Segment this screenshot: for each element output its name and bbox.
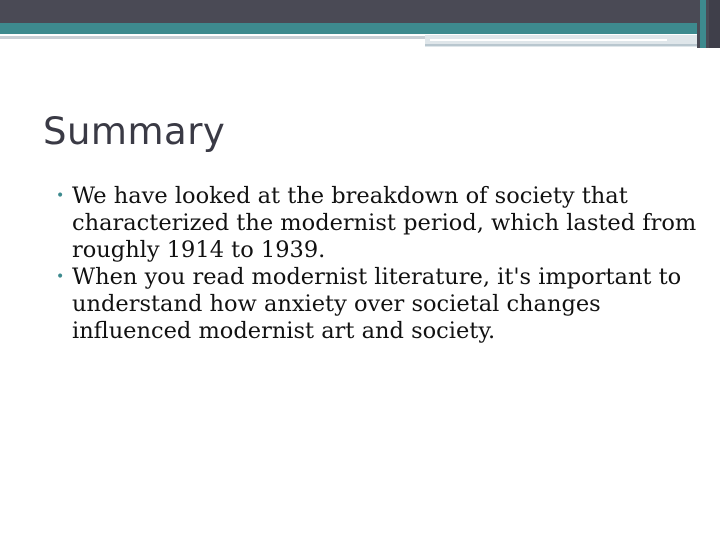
bullet-item <box>56 183 706 264</box>
slide-title: Summary <box>43 110 226 153</box>
bullet-item <box>56 264 706 345</box>
header-band-teal <box>0 23 720 34</box>
bullet-icon: • <box>56 269 65 285</box>
bullet-text: We have looked at the breakdown of society that characterized the modernist period, which lasted from roughly 1914 to 1939. <box>72 183 697 263</box>
header-rule-left <box>0 36 425 39</box>
bullet-icon: • <box>56 188 65 204</box>
bullet-text: When you read modernist literature, it's important to understand how anxiety over societal changes influenced modernist art and society. <box>72 264 682 344</box>
header-rule-highlight <box>430 39 667 41</box>
header-corner-dark-edge <box>709 0 720 48</box>
header-corner-teal <box>700 0 706 48</box>
header-rule-thin <box>425 44 697 46</box>
bullet-list <box>56 183 706 345</box>
header-band-dark <box>0 0 720 23</box>
